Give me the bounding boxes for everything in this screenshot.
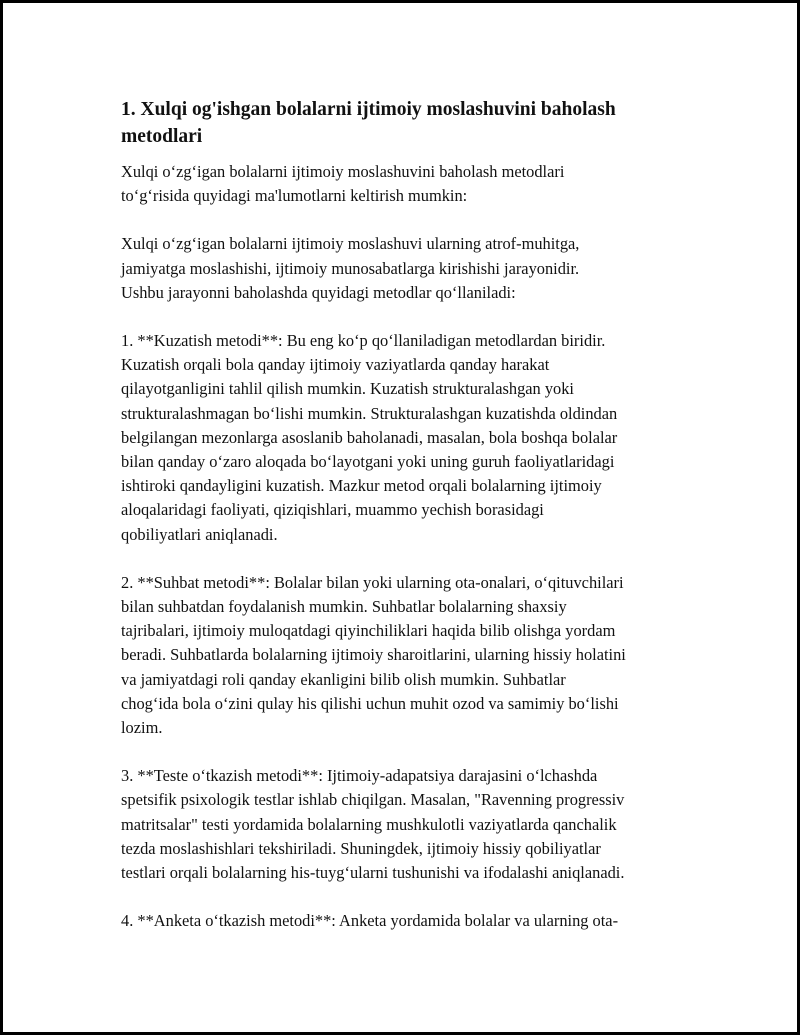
section-heading: 1. Xulqi og'ishgan bolalarni ijtimoiy moslashuvini baholash metodlari (121, 99, 616, 147)
test-method-paragraph: 3. **Teste o‘tkazish metodi**: Ijtimoiy-adapatsiya darajasini o‘lchashda spetsifik psixologik testlar ishlab chiqilgan. Masalan, "Ravenning progressiv matritsalar" testi yordamida bolalarning mushkulotli vaziyatlarda qanchalik tezda moslashishlari tekshiriladi. Shuningdek, ijtimoiy hissiy qobiliyatlar testlari orqali bolalarning his-tuyg‘ularni tushunishi va ifodalashi aniqlanadi. (121, 766, 625, 883)
interview-method-paragraph: 2. **Suhbat metodi**: Bolalar bilan yoki ularning ota-onalari, o‘qituvchilari bilan suhbatdan foydalanish mumkin. Suhbatlar bolalarning shaxsiy tajribalari, ijtimoiy muloqatdagi qiyinchiliklari haqida bilib olishga yordam beradi. Suhbatlarda bolalarning ijtimoiy sharoitlarini, ularning hissiy holatini va jamiyatdagi roli qanday ekanligini bilib olish mumkin. Suhbatlar chog‘ida bola o‘zini qulay his qilishi uchun muhit ozod va samimiy bo‘lishi lozim. (121, 572, 626, 738)
definition-paragraph: Xulqi o‘zg‘igan bolalarni ijtimoiy moslashuvi ularning atrof-muhitga, jamiyatga moslashishi, ijtimoiy munosabatlarga kirishishi jarayonidir. Ushbu jarayonni baholashda quyidagi metodlar qo‘llaniladi: (121, 234, 580, 302)
observation-method-paragraph: 1. **Kuzatish metodi**: Bu eng ko‘p qo‘llaniladigan metodlardan biridir. Kuzatish orqali bola qanday ijtimoiy vaziyatlarda qanday harakat qilayotganligini tahlil qilish mumkin. Kuzatish strukturalashgan yoki strukturalashmagan bo‘lishi mumkin. Strukturalashgan kuzatishda oldindan belgilangan mezonlarga asoslanib baholanadi, masalan, bola boshqa bolalar bilan qanday o‘zaro aloqada bo‘layotgani yoki uning guruh faoliyatlaridagi ishtiroki qandayligini kuzatish. Mazkur metod orqali bolalarning ijtimoiy aloqalaridagi faoliyati, qiziqishlari, muammo yechish borasidagi qobiliyatlari aniqlanadi. (121, 331, 618, 544)
intro-paragraph: Xulqi o‘zg‘igan bolalarni ijtimoiy moslashuvini baholash metodlari to‘g‘risida quyidagi ma'lumotlarni keltirish mumkin: (121, 162, 565, 206)
document-body (121, 96, 691, 957)
questionnaire-method-paragraph: 4. **Anketa o‘tkazish metodi**: Anketa yordamida bolalar va ularning ota- (121, 911, 619, 931)
